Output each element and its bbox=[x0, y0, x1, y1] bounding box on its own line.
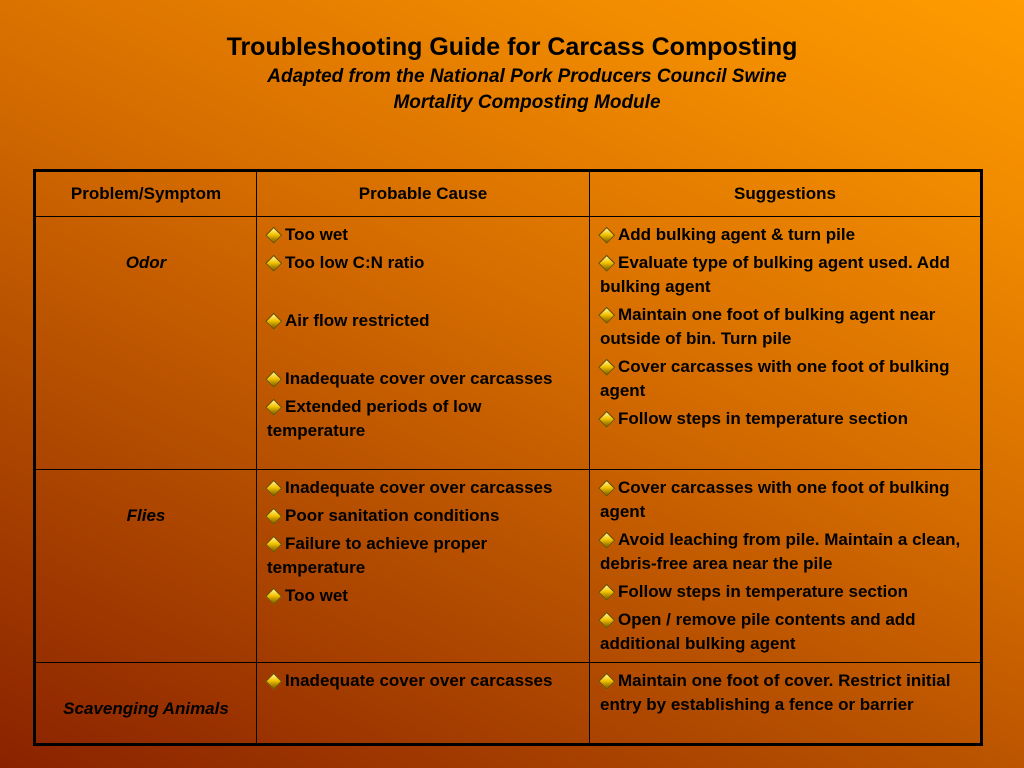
diamond-bullet-icon bbox=[598, 410, 615, 427]
problem-label: Flies bbox=[126, 506, 166, 525]
diamond-bullet-icon bbox=[265, 312, 282, 329]
list-item: Failure to achieve proper temperature bbox=[267, 534, 488, 577]
diamond-bullet-icon bbox=[265, 587, 282, 604]
cause-cell bbox=[257, 217, 590, 470]
list-item: Cover carcasses with one foot of bulking agent bbox=[600, 357, 950, 400]
diamond-bullet-icon bbox=[598, 531, 615, 548]
suggestion-cell bbox=[590, 663, 982, 745]
problem-cell bbox=[35, 217, 257, 470]
list-item: Cover carcasses with one foot of bulking agent bbox=[600, 478, 950, 521]
header-problem: Problem/Symptom bbox=[35, 171, 257, 217]
header-cause: Probable Cause bbox=[257, 171, 590, 217]
table-row bbox=[35, 470, 982, 663]
diamond-bullet-icon bbox=[265, 226, 282, 243]
list-item: Extended periods of low temperature bbox=[267, 397, 482, 440]
problem-cell bbox=[35, 470, 257, 663]
table-header-row bbox=[35, 171, 982, 217]
problem-label: Scavenging Animals bbox=[63, 699, 229, 718]
list-item: Too low C:N ratio bbox=[267, 251, 581, 275]
list-item: Open / remove pile contents and add additional bulking agent bbox=[600, 610, 916, 653]
diamond-bullet-icon bbox=[265, 507, 282, 524]
list-item: Follow steps in temperature section bbox=[600, 580, 972, 604]
diamond-bullet-icon bbox=[598, 254, 615, 271]
list-item: Maintain one foot of bulking agent near outside of bin. Turn pile bbox=[600, 305, 936, 348]
list-item: Poor sanitation conditions bbox=[267, 504, 581, 528]
page-subtitle: Adapted from the National Pork Producers Council Swine Mortality Composting Module bbox=[267, 66, 787, 113]
diamond-bullet-icon bbox=[598, 479, 615, 496]
diamond-bullet-icon bbox=[265, 672, 282, 689]
table-row bbox=[35, 663, 982, 745]
list-item: Avoid leaching from pile. Maintain a clean, debris-free area near the pile bbox=[600, 530, 961, 573]
diamond-bullet-icon bbox=[265, 479, 282, 496]
suggestion-cell bbox=[590, 470, 982, 663]
list-item: Too wet bbox=[267, 584, 581, 608]
list-item: Evaluate type of bulking agent used. Add bulking agent bbox=[600, 253, 950, 296]
suggestion-cell bbox=[590, 217, 982, 470]
list-item: Inadequate cover over carcasses bbox=[267, 669, 581, 693]
list-item: Follow steps in temperature section bbox=[600, 407, 972, 431]
problem-label: Odor bbox=[125, 253, 167, 272]
diamond-bullet-icon bbox=[265, 535, 282, 552]
problem-cell bbox=[35, 663, 257, 745]
diamond-bullet-icon bbox=[598, 672, 615, 689]
diamond-bullet-icon bbox=[265, 398, 282, 415]
list-item: Too wet bbox=[267, 223, 581, 247]
troubleshooting-table bbox=[33, 169, 983, 746]
table-row bbox=[35, 217, 982, 470]
diamond-bullet-icon bbox=[265, 370, 282, 387]
diamond-bullet-icon bbox=[598, 358, 615, 375]
list-item: Inadequate cover over carcasses bbox=[267, 367, 581, 391]
list-item: Maintain one foot of cover. Restrict initial entry by establishing a fence or barrier bbox=[600, 671, 951, 714]
cause-cell bbox=[257, 470, 590, 663]
list-item: Air flow restricted bbox=[267, 309, 581, 333]
list-item: Add bulking agent & turn pile bbox=[600, 223, 972, 247]
diamond-bullet-icon bbox=[598, 306, 615, 323]
cause-cell bbox=[257, 663, 590, 745]
list-item: Inadequate cover over carcasses bbox=[267, 476, 581, 500]
diamond-bullet-icon bbox=[598, 226, 615, 243]
header-suggestions: Suggestions bbox=[590, 171, 982, 217]
diamond-bullet-icon bbox=[598, 611, 615, 628]
diamond-bullet-icon bbox=[598, 583, 615, 600]
diamond-bullet-icon bbox=[265, 254, 282, 271]
page-title: Troubleshooting Guide for Carcass Composting bbox=[226, 33, 798, 61]
